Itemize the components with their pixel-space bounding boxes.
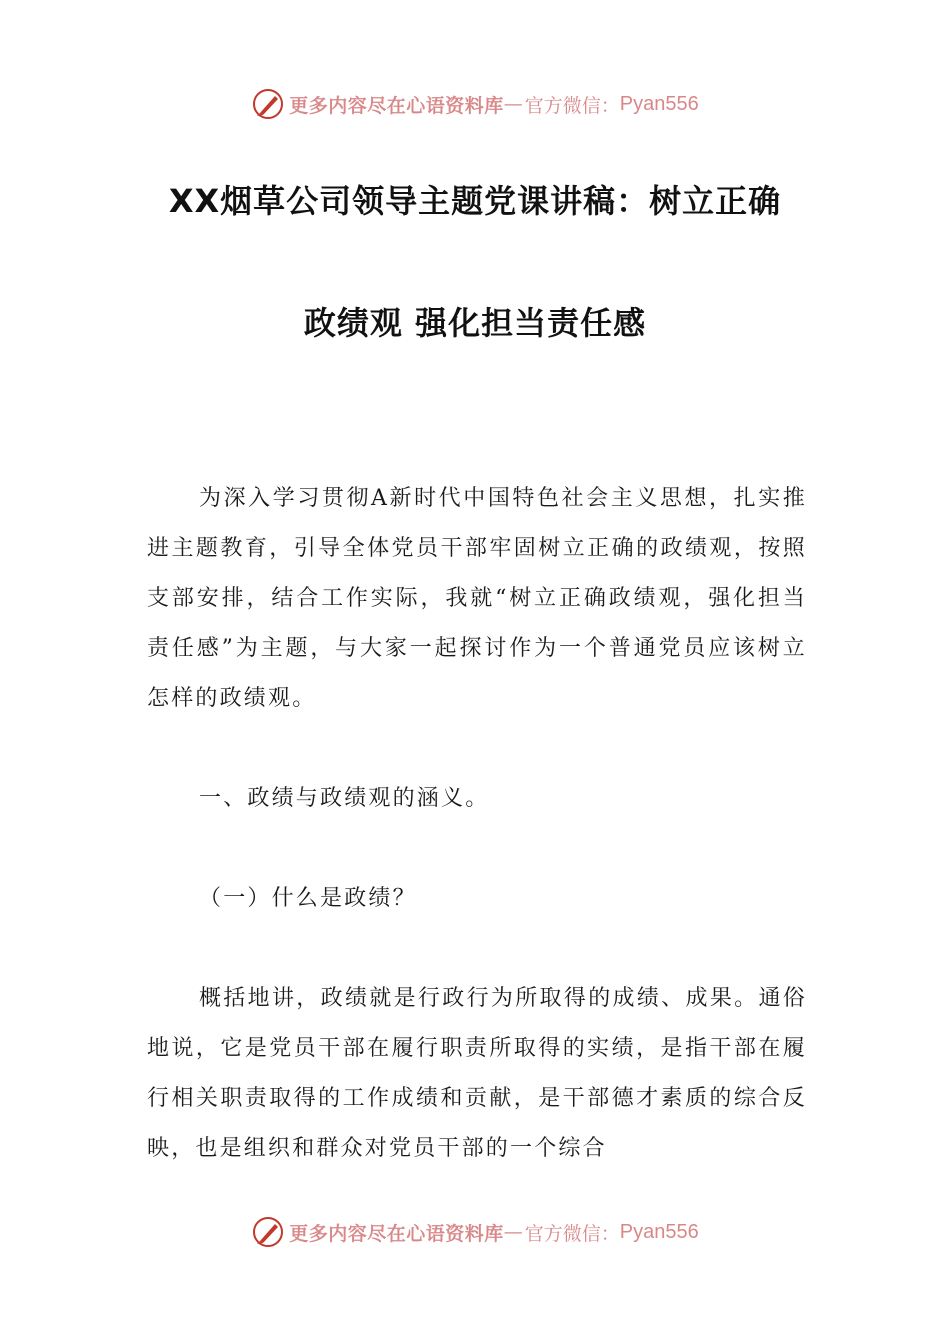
watermark-separator: — bbox=[503, 93, 525, 115]
subsection-1-heading-block bbox=[147, 874, 807, 924]
subsection-1-heading: （一）什么是政绩？ bbox=[199, 886, 417, 911]
watermark-label: 官方微信： bbox=[524, 94, 620, 117]
watermark-brand: 更多内容尽在心语资料库 bbox=[289, 1222, 504, 1245]
subsection-1-paragraph: 概括地讲，政绩就是行政行为所取得的成绩、成果。通俗地说，它是党员干部在履行职责所取得的实绩，是指干部在履行相关职责取得的工作成绩和贡献，是干部德才素质的综合反映，也是组织和群众对党员干部的一个综合 bbox=[147, 986, 807, 1161]
watermark-header bbox=[0, 84, 950, 124]
section-1-heading-block bbox=[147, 774, 807, 824]
section-1-heading: 一、政绩与政绩观的涵义。 bbox=[199, 786, 490, 811]
watermark-wechat-id: Pyan556 bbox=[619, 92, 699, 115]
intro-paragraph: 为深入学习贯彻A新时代中国特色社会主义思想，扎实推进主题教育，引导全体党员干部牢固树立正确的政绩观，按照支部安排，结合工作实际，我就“树立正确政绩观，强化担当责任感”为主题，与大家一起探讨作为一个普通党员应该树立怎样的政绩观。 bbox=[147, 486, 807, 711]
watermark-footer bbox=[0, 1212, 950, 1252]
watermark-separator: — bbox=[503, 1221, 525, 1243]
watermark-wechat-id: Pyan556 bbox=[619, 1220, 699, 1243]
watermark-label: 官方微信： bbox=[524, 1222, 620, 1245]
pen-circle-icon bbox=[251, 87, 285, 121]
watermark-brand: 更多内容尽在心语资料库 bbox=[289, 94, 504, 117]
intro-paragraph-block bbox=[147, 474, 807, 724]
document-title-line-2: 政绩观 强化担当责任感 bbox=[303, 304, 647, 342]
document-title-line-1: XX烟草公司领导主题党课讲稿：树立正确 bbox=[168, 182, 782, 220]
pen-circle-icon bbox=[251, 1215, 285, 1249]
subsection-1-paragraph-block bbox=[147, 974, 807, 1174]
